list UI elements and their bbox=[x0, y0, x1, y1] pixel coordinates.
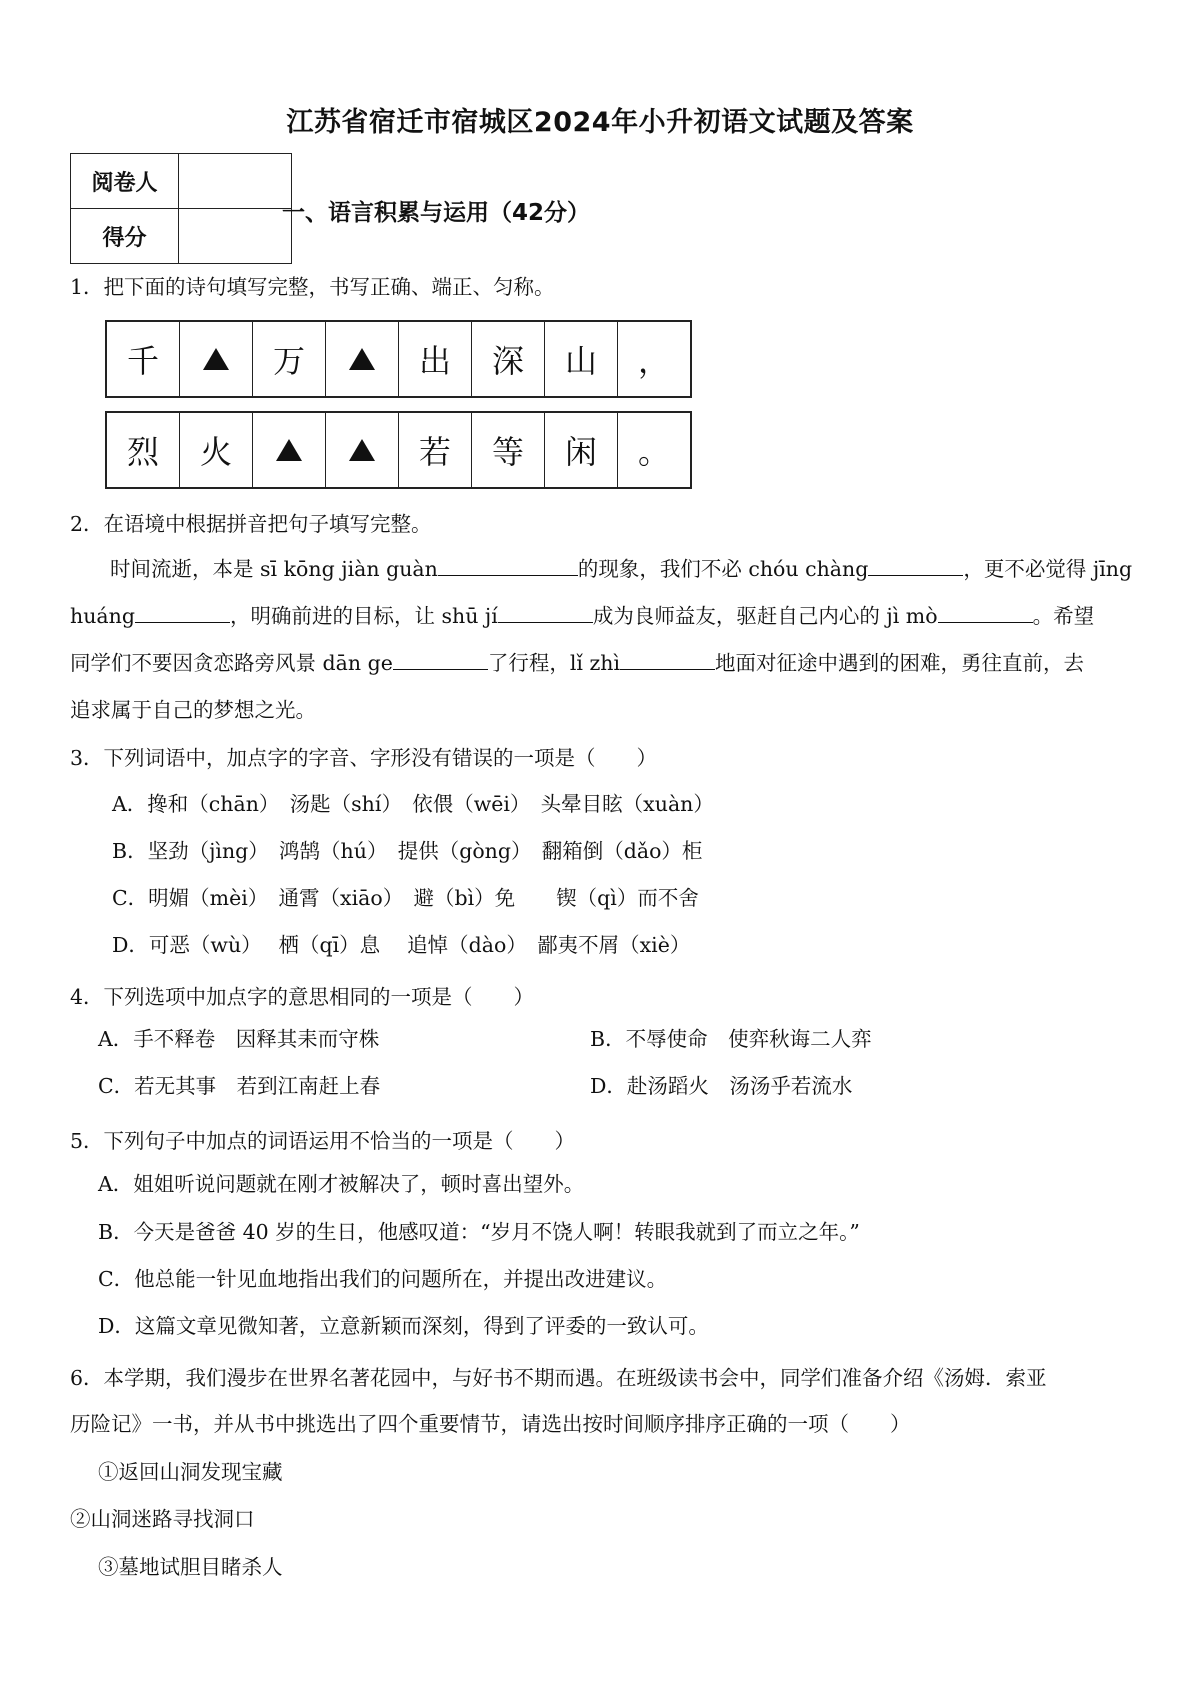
q5-stem: 5．下列句子中加点的词语运用不恰当的一项是（ ） bbox=[70, 1129, 576, 1153]
score-label: 得分 bbox=[71, 209, 179, 264]
reviewer-blank bbox=[179, 154, 292, 209]
triangle-placeholder-cell bbox=[326, 322, 399, 396]
poem-grid-row2 bbox=[105, 411, 692, 489]
q2-paragraph-line1 bbox=[110, 557, 1132, 582]
poem-char-cell: 。 bbox=[637, 433, 670, 471]
poem-char-cell: 深 bbox=[472, 322, 545, 396]
triangle-placeholder-cell bbox=[326, 413, 399, 487]
q4-option-d: D．赴汤蹈火 汤汤乎若流水 bbox=[590, 1074, 853, 1098]
q3-option-a: A．搀和（chān） 汤匙（shí） 依偎（wēi） 头晕目眩（xuàn） bbox=[112, 792, 714, 816]
answer-blank[interactable] bbox=[498, 604, 593, 623]
q2-paragraph-line4: 追求属于自己的梦想之光。 bbox=[70, 698, 316, 722]
q4-option-b: B．不辱使命 使弈秋诲二人弈 bbox=[590, 1027, 872, 1051]
q5-option-d: D．这篇文章见微知著，立意新颖而深刻，得到了评委的一致认可。 bbox=[98, 1314, 709, 1338]
triangle-icon bbox=[203, 348, 229, 370]
q2-paragraph-line3 bbox=[70, 651, 1084, 676]
poem-char-cell: ， bbox=[637, 342, 670, 380]
poem-grid-row1 bbox=[105, 320, 692, 398]
poem-char-cell: 若 bbox=[399, 413, 472, 487]
answer-blank[interactable] bbox=[868, 557, 963, 576]
q2-text: 同学们不要因贪恋路旁风景 dān ge bbox=[70, 651, 393, 675]
q4-option-c: C．若无其事 若到江南赶上春 bbox=[98, 1074, 381, 1098]
poem-char-cell: 万 bbox=[253, 322, 326, 396]
page-title: 江苏省宿迁市宿城区2024年小升初语文试题及答案 bbox=[286, 107, 914, 138]
answer-blank[interactable] bbox=[438, 557, 578, 576]
reviewer-label: 阅卷人 bbox=[71, 154, 179, 209]
q3-option-b: B．坚劲（jìng） 鸿鹄（hú） 提供（gòng） 翻箱倒（dǎo）柜 bbox=[112, 839, 703, 863]
q5-option-c: C．他总能一针见血地指出我们的问题所在，并提出改进建议。 bbox=[98, 1267, 668, 1291]
q6-stem-line2: 历险记》一书，并从书中挑选出了四个重要情节，请选出按时间顺序排序正确的一项（ ） bbox=[70, 1412, 911, 1436]
triangle-placeholder-cell bbox=[253, 413, 326, 487]
triangle-icon bbox=[349, 439, 375, 461]
q2-text: huáng bbox=[70, 604, 135, 628]
q6-stem-line1: 6．本学期，我们漫步在世界名著花园中，与好书不期而遇。在班级读书会中，同学们准备介绍《汤姆．索亚 bbox=[70, 1366, 1047, 1390]
poem-char-cell: 千 bbox=[107, 322, 180, 396]
q4-option-a: A．手不释卷 因释其耒而守株 bbox=[98, 1027, 380, 1051]
q2-paragraph-line2 bbox=[70, 604, 1094, 629]
score-blank bbox=[179, 209, 292, 264]
poem-char-cell: 烈 bbox=[107, 413, 180, 487]
q3-option-c: C．明媚（mèi） 通霄（xiāo） 避（bì）免 锲（qì）而不舍 bbox=[112, 886, 699, 910]
q2-text: ，更不必觉得 jīng bbox=[963, 557, 1133, 581]
q3-option-d: D．可恶（wù） 栖（qī）息 追悼（dào） 鄙夷不屑（xiè） bbox=[112, 933, 691, 957]
q2-text: 。希望 bbox=[1032, 604, 1095, 628]
q4-stem: 4．下列选项中加点字的意思相同的一项是（ ） bbox=[70, 985, 535, 1009]
q5-option-a: A．姐姐听说问题就在刚才被解决了，顿时喜出望外。 bbox=[98, 1172, 585, 1196]
answer-blank[interactable] bbox=[620, 651, 715, 670]
section-heading: 一、语言积累与运用（42分） bbox=[282, 200, 591, 226]
poem-char-cell: 山 bbox=[545, 322, 618, 396]
q2-stem: 2．在语境中根据拼音把句子填写完整。 bbox=[70, 512, 432, 536]
triangle-icon bbox=[276, 439, 302, 461]
answer-blank[interactable] bbox=[393, 651, 488, 670]
poem-char-cell: 出 bbox=[399, 322, 472, 396]
q2-text: 时间流逝，本是 sī kōng jiàn guàn bbox=[110, 557, 438, 581]
poem-char-cell: 闲 bbox=[545, 413, 618, 487]
poem-char-cell: 等 bbox=[472, 413, 545, 487]
q6-event-3: ③墓地试胆目睹杀人 bbox=[98, 1555, 283, 1579]
q2-text: 了行程，lǐ zhì bbox=[487, 651, 621, 675]
answer-blank[interactable] bbox=[938, 604, 1033, 623]
q2-text: 的现象，我们不必 chóu chàng bbox=[577, 557, 869, 581]
triangle-icon bbox=[349, 348, 375, 370]
q3-stem: 3．下列词语中，加点字的字音、字形没有错误的一项是（ ） bbox=[70, 746, 658, 770]
q6-event-1: ①返回山洞发现宝藏 bbox=[98, 1460, 283, 1484]
answer-blank[interactable] bbox=[135, 604, 230, 623]
poem-char-cell: 火 bbox=[180, 413, 253, 487]
triangle-placeholder-cell bbox=[180, 322, 253, 396]
score-table bbox=[70, 153, 292, 264]
q1-stem: 1．把下面的诗句填写完整，书写正确、端正、匀称。 bbox=[70, 275, 555, 299]
q2-text: 成为良师益友，驱赶自己内心的 jì mò bbox=[592, 604, 938, 628]
q2-text: ，明确前进的目标，让 shū jí bbox=[229, 604, 498, 628]
q6-event-2: ②山洞迷路寻找洞口 bbox=[70, 1507, 255, 1531]
q5-option-b: B．今天是爸爸 40 岁的生日，他感叹道：“岁月不饶人啊！转眼我就到了而立之年。” bbox=[98, 1220, 860, 1244]
q2-text: 地面对征途中遇到的困难，勇往直前，去 bbox=[715, 651, 1085, 675]
